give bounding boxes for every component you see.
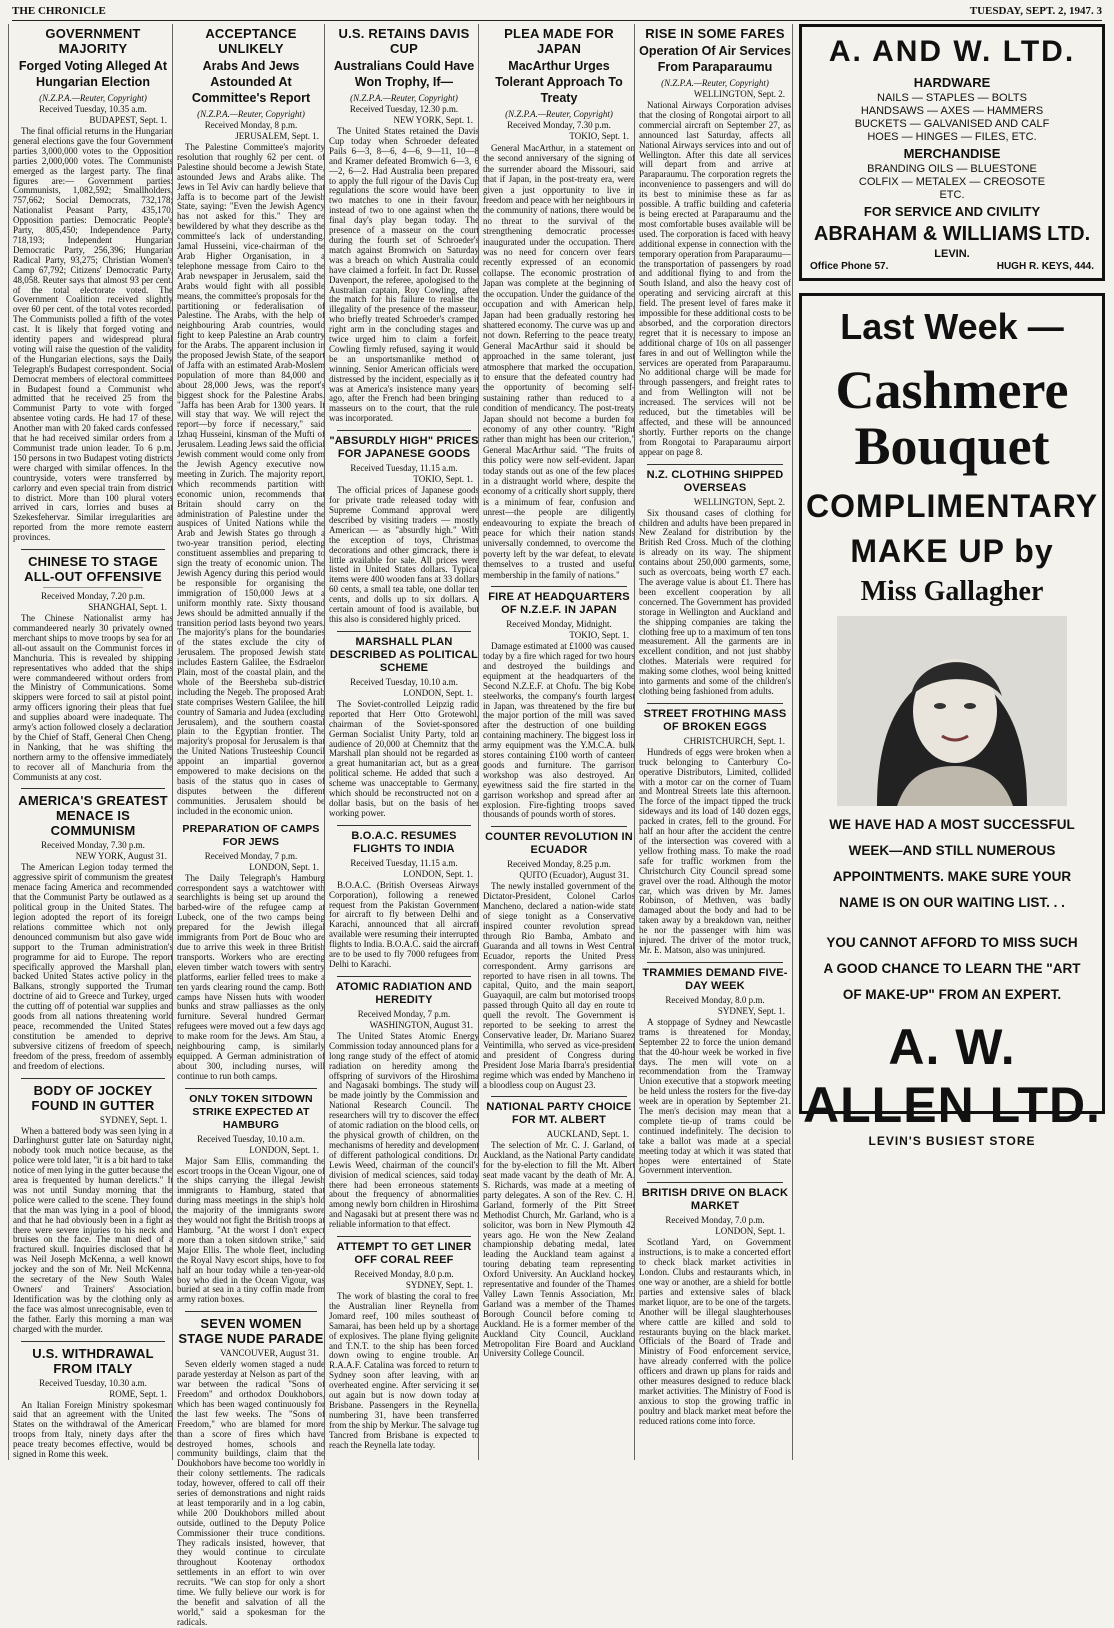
received-time: Received Monday, 8.0 p.m. (665, 994, 765, 1005)
dateline: WELLINGTON, Sept. 2. (693, 89, 785, 99)
article-body: Seven elderly women staged a nude parade yesterday at Nelson as part of the war between the radical "Sons of Freedom" and orthodox Doukhobors, which has been waged continuously for the last few weeks. The "Sons of Freedom," who are blamed for more than a score of fires which have destroyed homes, schools and community buildings, claim that the Doukhobors have become too worldly in their colony settlements. The radicals today, however, offered to call off their series of demonstrations and night raids at least temporarily and in a log cabin, while 200 Doukhobors milled about outside, outlined to the Deputy Police Commissioner their truce conditions. They radicals insisted, however, that they would continue to circulate throughout Kootenay orthodox settlements in an effort to win over recruits. "We can stop for only a short time. We fully believe our work is for the benefit and salvation of all the world," said a spokesman for the radicals. (177, 1359, 325, 1627)
dateline: LONDON, Sept. 1. (249, 861, 319, 872)
dateline: ROME, Sept. 1. (109, 1388, 167, 1399)
column-3 (324, 24, 479, 1460)
dateline: NEW YORK, August 31. (75, 851, 167, 862)
headline: SEVEN WOMEN STAGE NUDE PARADE (178, 1316, 324, 1347)
article-body: Six thousand cases of clothing for children and adults have been prepared in New Zealand for distribution by the British Red Cross. Much of the clothing is already on its way. The shipment contains about 250,000 garments, some, such as overcoats, being worth £7 each. The average value is about £1. There has been excellent cooperation by all concerned. The Government has provided storage in Wellington and Auckland and the shipping companies are taking the clothing free up to a maximum of ten tons measurement. All the garments are in excellent condition, and not just shabby clothes. Materials were required for making some clothes, wool being knitted into garments and some of the children's clothing being fashioned from adults. (639, 507, 791, 696)
headline: PLEA MADE FOR JAPAN (504, 26, 614, 56)
headline: B.O.A.C. RESUMES FLIGHTS TO INDIA (351, 829, 457, 855)
ad-complimentary: COMPLIMENTARY (805, 488, 1099, 524)
article-camps (177, 823, 325, 1082)
ad-abraham-williams (799, 24, 1105, 281)
article-boac-flights (329, 830, 479, 970)
article-nude-parade (177, 1316, 325, 1627)
headline: AMERICA'S GREATEST MENACE IS COMMUNISM (18, 793, 168, 839)
received-time: Received Tuesday, 10.10 a.m. (350, 676, 458, 687)
ad-line: HANDSAWS — AXES — HAMMERS (860, 105, 1044, 117)
article-body: The selection of Mr. C. J. Garland, of Auckland, as the National Party candidate for the by-election to fill the Mt. Albert seat made vacant by the death of Mr. A. S. Richards, was made at a meeting of party delegates. A son of the Rev. C. H. Garland, formerly of the Pitt Street Methodist Church, Mr. Garland, who is a solicitor, was born in New Plymouth 42 years ago. He won the New Zealand championship debating medal, later leading the Auckland team against a touring debating team representing Oxford University. An Auckland hockey representative and founder of the Thames Valley Lawn Tennis Association, Mr. Garland was a member of the Thames Borough Council before coming to Auckland. He is a former member of the Auckland City Council, Auckland Metropolitan Fire Board and Auckland University College Council. (483, 1140, 635, 1359)
divider (491, 826, 627, 827)
article-americas-menace (13, 793, 173, 1071)
divider (647, 1182, 783, 1183)
article-body: The work of blasting the coral to free the Australian liner Reynella from Jomard reef, 100 miles southeast of Samarai, has been held up by a shortage of explosives. The plane flying gelignite and T.N.T. to the ship has been forced down owing to engine trouble. An R.A.A.F. Catalina was forced to return to Sydney soon after leaving, with an overheated engine. After servicing it set out again but is now down today at Brisbane. Passengers in the Reynella, numbering 31, have been transferred from the ship by Merkur. The salvage tug Tancred from Brisbane is expected to reach the Reynella late today. (329, 1291, 479, 1450)
ad-line: COLFIX — METALEX — CREOSOTE (858, 176, 1046, 188)
ad-make-up-by: MAKE UP by (850, 533, 1054, 569)
article-black-market (639, 1187, 791, 1426)
received-time: Received Tuesday, 11.15 a.m. (350, 463, 458, 474)
ad-line: BRANDING OILS — BLUESTONE (867, 163, 1037, 175)
article-jockey (13, 1083, 173, 1335)
article-body: The Daily Telegraph's Hamburg correspondent says a watchtower with searchlights is being set up around the barbed-wire of the refugee camp at Lubeck, one of the two camps being prepared for the Jewish illegal immigrants from Port de Bouc who are due to arrive this week in three British transports. Workers who are erecting eleven timber watch towers with sentry platforms, earlier felled trees to make a ten yards clearing round the camp. Both camps have Nissen huts with wooden bunks and straw palliasses as the only furniture. Several hundred German refugees were moved out a few days ago to make room for the Jews. Am Stau, a neighbouring camp, is similarly equipped. A German administration of about 300, including nurses, will continue to run both camps. (177, 872, 325, 1081)
headline: ACCEPTANCE UNLIKELY (205, 26, 297, 56)
byline: (N.Z.P.A.—Reuter, Copyright) (350, 93, 458, 103)
ad-brand: A. AND W. LTD. (828, 35, 1076, 68)
divider (337, 825, 471, 826)
received-time: Received Monday, 8.0 p.m. (354, 1269, 454, 1280)
article-body: The Palestine Committee's majority resolution that roughly 62 per cent. of Palestine should become a Jewish State, astounded Jews and Arabs alike. The Jews in Tel Aviv can hardly believe that Jaffa is to become part of the Jewish State, saying: "Even the Jewish Agency has not asked for this." They are bewildered by what they describe as the committee's lack of understanding. Jamal Husseini, vice-chairman of the Arab Higher Organisation, in a telephone message from Cairo to the Arab newspaper in Jerusalem, said the Arabs would fight with all possible means, the committee's proposals for the partitioning or federalisation of Palestine. The Arabs, with the help of neighbouring Arab countries, would fight to keep Palestine an Arab country for the Arabs. The apparent inclusion in the proposed Jewish State, of the seaport of Jaffa with an estimated Arab-Moslem population of more than 84,000 and about 28,000 Jews, was the report's biggest shock for the Palestine Arabs. "Jaffa has been Arab for 1300 years. It will stay that way. We will reject the report—by force if necessary," said Izhaq Husseini, kinsman of the Mufti of Jerusalem. Leading Jews said the official Jewish comment would come only from the Jewish Agency executive now meeting in Zurich. The majority report, which recommends partition with economic union, recommends that Britain should carry on the administration of Palestine under the auspices of United Nations while the Arab and Jewish States go through a two-year transition period, electing constituent assemblies and preparing to sign the treaty of economic union. The Jewish Agency during this period would be responsible for organising the immigration of 150,000 Jews at a uniform monthly rate. Sixty thousand Jews should be admitted annually if the transition period lasts beyond two years. The majority's plans for the boundaries of the states exclude the city of Jerusalem. The proposed Jewish state includes Eastern Galilee, the Esdraelon Plain, most of the coastal plain, and the whole of the Beersheba sub-district including the Negeb. The proposed Arab state comprises Western Galilee, the hill country of Samaria and Judea (excluding Jerusalem), and the southern coastal plain to the Egyptian frontier. The majority's proposal for Jerusalem is that the United Nations Trusteeship Council appoint an impartial governor empowered to make decisions on the basis of the status quo in cases of disputes between the different communities. Jerusalem should be included in the economic union. (177, 142, 325, 816)
column-2 (172, 24, 325, 1627)
article-sitdown-strike (177, 1093, 325, 1306)
subheadline: Forged Voting Alleged At Hungarian Election (18, 59, 168, 89)
ad-company: ABRAHAM & WILLIAMS LTD. (813, 223, 1091, 245)
dateline: TOKIO, Sept. 1. (569, 630, 629, 641)
dateline: AUCKLAND, Sept. 1. (546, 1129, 629, 1140)
ad-line: HOES — HINGES — FILES, ETC. (867, 131, 1037, 143)
ad-last-week: Last Week — (840, 306, 1064, 347)
divider (647, 464, 783, 465)
article-broken-eggs (639, 708, 791, 956)
article-davis-cup (329, 26, 479, 424)
ad-phone: Office Phone 57. (810, 261, 889, 272)
article-atomic-radiation (329, 981, 479, 1230)
divider (337, 976, 471, 977)
issue-date: TUESDAY, SEPT. 2, 1947. 3 (969, 5, 1102, 17)
article-body: Scotland Yard, on Government instructions, is to make a concerted effort to check black market activities in London. Clubs and restaurants which, in one way or another, are a shield for bottle parties and extensive sales of black market liquor, are to be one of the targets. Another will be illegal slaughterhouses where cattle are killed and sold to restaurants buying on the black market. Officials of the Board of Trade and Ministry of Food enforcement service, have already conferred with the police officers and drawn up plans for raids and other measures designed to reduce black market activities. The Ministry of Food is anxious to stop the growing traffic in poultry and black market meat before the reduced rations come into force. (639, 1237, 791, 1426)
subheadline: Operation Of Air Services From Paraparaumu (639, 44, 791, 74)
article-body: A stoppage of Sydney and Newcastle trams is threatened for Monday, September 22 to force the union demand that the 40-hour week be worked in five days. The men will vote on a recommendation from the Tramway Union executive that a stopwork meeting be held unless the rosters for the five-day week are in operation by September 21. The men's decision may mean that a complete tie-up of trams could be continued indefinitely. The decision to take a ballot was made at a special meeting today at which it was stated that hopes were entertained of State Government intervention. (639, 1016, 791, 1176)
received-time: Received Monday, 7.30 p.m. (507, 120, 611, 130)
divider (185, 1311, 317, 1312)
dateline: CHRISTCHURCH, Sept. 1. (683, 735, 785, 746)
column-ads (792, 24, 1105, 1460)
ad-cashmere: Cashmere (835, 360, 1069, 420)
received-time: Received Tuesday, 12.30 p.m. (349, 104, 459, 114)
divider (491, 586, 627, 587)
received-time: Received Tuesday, 10.30 a.m. (39, 1377, 147, 1388)
masthead (12, 4, 1102, 21)
ad-miss-gallagher: Miss Gallagher (860, 576, 1044, 607)
dateline: SYDNEY, Sept. 1. (717, 1005, 785, 1016)
byline: (N.Z.P.A.—Reuter, Copyright) (197, 109, 305, 119)
headline: U.S. RETAINS DAVIS CUP (338, 26, 470, 56)
ad-message-1: WE HAVE HAD A MOST SUCCESSFUL WEEK—AND STILL NUMEROUS APPOINTMENTS. MAKE SURE YOUR NAME IS ON OUR WAITING LIST. . . (829, 817, 1075, 910)
divider (21, 1341, 165, 1342)
ad-footer (810, 261, 1094, 272)
article-body: Damage estimated at £1000 was caused today by a fire which raged for two hours and destroyed the buildings and equipment at the headquarters of the Second N.Z.E.F. at Chofu. The big Kobe steelworks, the company's fourth largest in Japan, was threatened by the fire but the major portion of the mill was saved after the destruction of one building containing machinery. The biggest loss in army equipment was the Y.M.C.A. bulk stores containing £100 worth of canteen goods and furniture. The garrison workshop was also destroyed. An eyewitness said the fire started in the garrison workshop and spread after an explosion. Fire-fighting troops saved thousands of pounds worth of stores. (483, 641, 635, 820)
ad-line: ETC. (939, 189, 965, 201)
column-1 (8, 24, 173, 1460)
headline: FIRE AT HEADQUARTERS OF N.Z.E.F. IN JAPAN (488, 591, 630, 617)
article-body: The United States Atomic Energy Commission today announced plans for a long range study of the effect of atomic radiation on heredity among the offspring of survivors of the Hiroshima and Nagasaki bombings. The study will be made jointly by the Commission and National Research Council. The researchers will try to discover the effect of atomic radiation on the blood cells, on the physical growth of children, on the mechanisms of heredity and development of different pathological conditions. Dr. Lewis Weed, chairman of the council's division of medical sciences, said today there had been erroneous statements about the frequency of abnormalities among newly born children in Hiroshima and Nagasaki but at present there was no reliable information to that effect. (329, 1030, 479, 1230)
ad-store-name: A. W. ALLEN LTD. (803, 1019, 1101, 1133)
received-time: Received Tuesday, 10.10 a.m. (197, 1133, 305, 1144)
article-acceptance-unlikely (177, 26, 325, 817)
ad-aw-allen (799, 293, 1105, 1148)
headline: CHINESE TO STAGE ALL-OUT OFFENSIVE (24, 554, 162, 585)
divider (491, 1096, 627, 1097)
portrait-photo (837, 616, 1067, 806)
byline: (N.Z.P.A.—Reuter, Copyright) (39, 93, 147, 103)
dateline: LONDON, Sept. 1. (403, 687, 473, 698)
article-marshall-plan (329, 636, 479, 819)
article-body: An Italian Foreign Ministry spokesman said that an agreement with the United States on the withdrawal of the American troops from Italy, ninety days after the peace treaty becomes effective, would be signed in Rome this week. (13, 1399, 173, 1460)
dateline: SYDNEY, Sept. 1. (405, 1280, 473, 1291)
column-4 (478, 24, 635, 1460)
article-us-withdrawal (13, 1346, 173, 1460)
article-body: The American Legion today termed the aggressive spirit of communism the greatest menace facing America and recommended that the Communist Party be outlawed as a political group in the United States. The legion adopted the report of its foreign relations committee which not only denounced communism but also gave wide support to the Truman administration's programme for aid to Europe. The report specifically approved the Marshall plan, backed United States active policy in the Balkans, strongly supported the Truman doctrine of aid to Greece and Turkey, urged the cutting off of potential war supplies and goods from all nations threatening world peace, recommended the United States' constitution be amended to deprive subversive citizens of freedom of speech, freedom of the press, freedom of assembly and freedom of elections. (13, 862, 173, 1071)
divider (21, 1078, 165, 1079)
subheadline: Arabs And Jews Astounded At Committee's Report (191, 59, 311, 105)
received-time: Received Monday, Midnight. (506, 619, 612, 630)
article-body: General MacArthur, in a statement on the second anniversary of the signing of the surrender aboard the Missouri, said that if Japan, in the post-treaty era, were given a just opportunity to live in freedom and peace with her neighbours in the community of nations, there would be no threat to the survival of the strengthening democratic processes inaugurated under the occupation. There was no need for concern over fears recently expressed of an economic collapse. The economic prostration of Japan was complete at the beginning of the occupation. Under the guidance of the occupation and with American help, Japan had been gradually restoring her shattered economy. The curve was up and not down. Referring to the peace treaty, General MacArthur said it should be approached in the same tolerant, just atmosphere that marked the occupation, to ensure that the defeated country had the opportunity of becoming self-sustaining rather than reduced to a condition of mendicancy. The post-treaty Japan should not become a burden for economy of any other country. "Right rather than might has been our criterion," General MacArthur said. "The fruits of this policy were now self-evident. Japan today stands out as one of the few places in a distraught world where, despite the economy of a critically short supply, there is a minimum of fear, confusion and unrest—the people are diligently endeavouring to expiate the breach of peace for which their nation stands universally condemned, to overcome the poverty left by the war defeat, to elevate themselves to a trusted and useful membership in the family of nations." (483, 143, 635, 580)
article-body: The official prices of Japanese goods for private trade released today with Supreme Command approval were described by visiting traders — mostly American — as "absurdly high." With the exception of toys, Christmas decorations and other gimcrack, there is little available for sale. All prices were listed in United States dollars. Typical items were 400 wooden fans at 33 dollars 60 cents, a small tea table, one dollar ten cents, and dolls up to six dollars. A certain amount of food is available, but this also is considered highly priced. (329, 485, 479, 624)
column-5 (634, 24, 791, 1460)
received-time: Received Monday, 7.30 p.m. (41, 840, 145, 851)
dateline: SHANGHAI, Sept. 1. (88, 602, 167, 613)
ad-slogan: FOR SERVICE AND CIVILITY (863, 204, 1041, 219)
headline: ATOMIC RADIATION AND HEREDITY (335, 980, 473, 1006)
article-body: The newly installed government of the Dictator-President, Colonel Carlos Mancheno, declared a nation-wide state of siege tonight as a Conservative inspired counter revolution spread through Rio Bamba, Ambato and Guaranda and all towns in West Central Ecuador, reports the United Press correspondent. Army garrisons are reported to have risen in all towns. The capital, Quito, and the main seaport, Guayaquil, are calm but motorised troops passed through Quito all day en route to quell the revolt. The Government is reported to be seeking to arrest the Conservative leader, Dr. Mariano Suarez Veintimilla, who served as vice-president and president of Congress during President Jose Maria Ibarra's presidential regime which was ended by Mancheno in a bloodless coup on August 23. (483, 881, 635, 1090)
headline: N.Z. CLOTHING SHIPPED OVERSEAS (646, 468, 784, 494)
divider (21, 549, 165, 550)
article-body: The Soviet-controlled Leipzig radio reported that Herr Otto Grotewohl, chairman of the Soviet-sponsored German Socialist Unity Party, told an audience of 20,000 at Chemnitz that the Marshall plan should not be regarded as a great humanitarian act, but as a great political scheme. He added that such a scheme was unacceptable to Germany, which should be reconstructed not on a dollar basis, but on the basis of her working power. (329, 698, 479, 818)
received-time: Received Tuesday, 10.35 a.m. (39, 104, 147, 114)
divider (185, 1088, 317, 1089)
dateline: NEW YORK, Sept. 1. (393, 115, 473, 125)
headline: GOVERNMENT MAJORITY (45, 26, 141, 56)
headline: COUNTER REVOLUTION IN ECUADOR (485, 831, 633, 857)
article-body: The Chinese Nationalist army has commandeered nearly 30 privately owned merchant ships to move troops by sea for an all-out assault on the Communist forces in Manchuria. This is revealed by shipping representatives who added that the ships were commandeered without orders from the Ministry of Communications. Some skippers were forced to sail at pistol point, army officers ignoring their pleas that fuel and supplies aboard were inadequate. The army's action followed closely a declaration by the Chief of Staff, General Chen Cheng, in Nanking, that he was shifting the northern army to the offensive immediately to recover all of Manchuria from the Communists at any cost. (13, 613, 173, 782)
received-time: Received Monday, 8.25 p.m. (507, 859, 611, 870)
article-body: B.O.A.C. (British Overseas Airways Corporation), following a renewed request from the Pakistan Government for aircraft to fly between Delhi and Karachi, announced that all aircraft available were resuming their interrupted flights to India. B.O.A.C. said the aircraft are to be used to fly 7000 refugees from Delhi to Karachi. (329, 879, 479, 969)
divider (647, 703, 783, 704)
article-ecuador (483, 831, 635, 1090)
headline: BODY OF JOCKEY FOUND IN GUTTER (31, 1082, 155, 1113)
dateline: JERUSALEM, Sept. 1. (235, 131, 319, 141)
byline: (N.Z.P.A.—Reuter, Copyright) (661, 78, 769, 88)
ad-line: NAILS — STAPLES — BOLTS (877, 92, 1027, 104)
ad-town: LEVIN. (934, 248, 970, 260)
ad-manager: HUGH R. KEYS, 444. (996, 261, 1094, 272)
ad-line: BUCKETS — GALVANISED AND CALF (854, 118, 1050, 130)
article-mt-albert (483, 1101, 635, 1359)
headline: U.S. WITHDRAWAL FROM ITALY (32, 1345, 154, 1376)
headline: RISE IN SOME FARES (645, 26, 785, 41)
article-nz-clothing (639, 469, 791, 697)
article-chinese-offensive (13, 554, 173, 782)
dateline: BUDAPEST, Sept. 1. (89, 115, 167, 125)
dateline: WELLINGTON, Sept. 2. (693, 496, 785, 507)
headline: BRITISH DRIVE ON BLACK MARKET (641, 1187, 789, 1213)
article-government-majority (13, 26, 173, 543)
dateline: SYDNEY, Sept. 1. (99, 1114, 167, 1125)
headline: NATIONAL PARTY CHOICE FOR MT. ALBERT (486, 1101, 632, 1127)
divider (21, 788, 165, 789)
article-absurd-prices (329, 435, 479, 625)
byline: (N.Z.P.A.—Reuter, Copyright) (505, 109, 613, 119)
article-body: National Airways Corporation advises that the closing of Rongotai airport to all commercial aircraft on September 27, as announced last Saturday, affects all National Airways services into and out of Wellington. After this date all services will depart from and arrive at Paraparaumu. The corporation regrets the inconvenience to passengers and will do its best to minimise these as far as possible. A traffic building and cafeteria is being erected at Paraparaumu and the most comfortable buses available will be used. The corporation is faced with heavy additional expense in connection with the temporary operation from Paraparaumu—the transportation of passengers by road and additional flying to and from the South Island, and also the heavy cost of operating and servicing aircraft at this field. The present level of fares make it impossible for these additional costs to be absorbed, and the corporation directors regret that it is necessary to impose an additional charge of 10s on all passenger fares in and out of Wellington while the services are operated from Paraparaumu. No additional charge will be made for through passengers, and freight rates to and from Wellington will not be increased. The services will not be reduced, but the timetables will be affected, and these will be announced shortly. Further reports on the change from Rongotai to Paraparaumu airport appear on page 8. (639, 100, 791, 457)
article-liner-reef (329, 1241, 479, 1451)
article-rise-in-fares (639, 26, 791, 458)
received-time: Received Monday, 8 p.m. (204, 120, 298, 130)
article-nzef-fire (483, 591, 635, 820)
divider (647, 962, 783, 963)
headline: STREET FROTHING MASS OF BROKEN EGGS (643, 707, 787, 733)
headline: "ABSURDLY HIGH" PRICES FOR JAPANESE GOODS (329, 435, 479, 461)
paper-name: THE CHRONICLE (12, 5, 106, 17)
article-body: When a battered body was seen lying in a Darlinghurst gutter late on Saturday night, nobody took much notice because, as the police were told later, "it is a bit hard to take notice of men lying in the gutter because the area is frequented by human derelicts." It was not until Sunday morning that the police were called to the scene. They found that the man was lying in a pool of blood, and that he had obviously been in a fight as there were severe injuries to his neck and bruises on the face. The man died of a fractured skull. Inquiries disclosed that he was Neil Joseph McKenna, a well known jockey and the son of Mr. Neil McKenna, the secretary of the New South Wales Owners' and Trainers' Association. Identification was by the clothing only as the face was almost unrecognisable, even to the father. Early this morning a man was charged with the murder. (13, 1125, 174, 1334)
headline: MARSHALL PLAN DESCRIBED AS POLITICAL SCHEME (329, 635, 479, 674)
received-time: Received Monday, 7.20 p.m. (41, 591, 145, 602)
dateline: TOKIO, Sept. 1. (413, 474, 473, 485)
received-time: Received Monday, 7 p.m. (204, 850, 298, 861)
subheadline: MacArthur Urges Tolerant Approach To Treaty (495, 59, 623, 105)
article-plea-for-japan (483, 26, 635, 580)
divider (337, 631, 471, 632)
subheadline: Australians Could Have Won Trophy, If— (333, 59, 475, 89)
ad-section-title: MERCHANDISE (903, 146, 1001, 161)
article-trammies (639, 967, 791, 1177)
divider (337, 1236, 471, 1237)
ad-bouquet: Bouquet (854, 416, 1050, 476)
divider (337, 430, 471, 431)
dateline: LONDON, Sept. 1. (249, 1144, 319, 1155)
dateline: WASHINGTON, August 31. (369, 1019, 473, 1030)
headline: ATTEMPT TO GET LINER OFF CORAL REEF (336, 1241, 472, 1267)
ad-message-2: YOU CANNOT AFFORD TO MISS SUCH A GOOD CHANCE TO LEARN THE "ART OF MAKE-UP" FROM AN EXPERT. (823, 935, 1081, 1002)
headline: ONLY TOKEN SITDOWN STRIKE EXPECTED AT HAMBURG (189, 1092, 313, 1131)
divider (43, 587, 143, 588)
received-time: Received Tuesday, 11.15 a.m. (350, 857, 458, 868)
dateline: LONDON, Sept. 1. (715, 1226, 785, 1237)
dateline: TOKIO, Sept. 1. (569, 131, 629, 141)
article-body: Major Sam Ellis, commanding the escort troops in the Ocean Vigour, one of the ships carrying the illegal Jewish immigrants to Hamburg, stated that during mass meetings in the ship's hold the majority of the immigrants swore they would not fight the British troops at Hamburg. "At the worst I don't expect more than a token sitdown strike," said Major Ellis. The whole fleet, including the Royal Navy escort ships, hove to for half an hour today while a ten-year-old boy who died in the Ocean Vigour, was buried at sea in a tiny coffin made from army ration boxes. (177, 1155, 325, 1305)
ad-tagline: LEVIN'S BUSIEST STORE (868, 1134, 1036, 1148)
headline: PREPARATION OF CAMPS FOR JEWS (182, 822, 320, 848)
dateline: QUITO (Ecuador), August 31. (519, 870, 629, 881)
dateline: VANCOUVER, August 31. (220, 1348, 319, 1359)
article-body: Hundreds of eggs were broken when a truck belonging to Canterbury Co-operative Distributors, Limited, collided with a motor car on the corner of Tuam and Montreal Streets late this afternoon. The force of the impact tipped the truck sideways and its load of 140 dozen eggs, packed in crates, fell to the ground. For half an hour after the accident the centre of the intersection was covered with a yellow frothing mass. To make the road safe for traffic workmen from the Christchurch City Council spread some gravel over the road. Although the motor car, which was driven by Mr. James Robinson, of Methven, was badly damaged about the body and had to be taken away by a breakdown van, neither he nor the passenger with him was injured. The driver of the motor truck, Mr. E. Matson, also was uninjured. (639, 746, 791, 955)
article-body: The final official returns in the Hungarian general elections gave the four Government parties 3,000,000 votes to the Opposition parties 2,000,000 votes. The Communists emerged as the largest party. The final figures are:— Government parties: Communists, 1,082,592; Smallholders, 757,662; Social Democrats, 732,178; Nationalist Peasant Party, 435,170. Opposition parties: Democratic People's Party, 805,450; Independence Party, 718,193; Independent Hungarian Democratic Party, 256,396; Hungarian Radical Party, 93,275; Christian Women's Camp 67,792; Citizens' Democratic Party, 48,058. Reuter says that almost 93 per cent. of the total electorate voted. The Government Coalition received slightly over 60 per cent. of the total votes recorded. The Communists polled a fifth of the votes cast. It is likely that forged voting and identity papers and widespread plural voting will raise the question of the validity of the Hungarian elections, says the Daily Telegraph's Budapest correspondent. Social Democrat members of electoral committees in Budapest found a Communist who admitted that he received 25 from the Communist Party to vote with forged absentee voting cards. He had 17 of these. Another man with 20 faked cards confessed that he had received similar orders from a Communist trade union leader. To 6 p.m. 150 persons in two Budapest voting districts were charged with similar offences. In the countryside, voters were transferred by carlorry and even special train from district to district. More than 100 plural voters arrived in cars, lorries and buses at Szekesfehervar. Similar irregularities are reported from the more remote eastern provinces. (13, 126, 173, 543)
received-time: Received Monday, 7 p.m. (357, 1008, 451, 1019)
article-body: The United States retained the Davis Cup today when Schroeder defeated Pails 6—3, 8—6, 4—6, 9—11, 10—8 and Kramer defeated Bromwich 6—3, 6—2, 6—2. Had Australia been prepared to apply the full rigour of the Davis Cup regulations the score would have been two matches to one in their favour, instead of two to one against when the final day's play began today. The presence of a masseur on the court during the fourth set of Schroeder's match against Bromwich on Saturday was a breach on which Australia could have claimed a forfeit. In fact Dr. Russel Davenport, the referee, apologised to the Australian captain, Roy Cowling, after the match for his failure to realise the illegality of the presence of the masseur, who briefly treated Schroeder's cramped right arm in the concluding stages and twice urged him to claim a forfeit. Cowling firmly refused, saying it would be an unsportsmanlike method of winning. Senior American officials were distressed by the incident, especially as it was at America's insistence many years ago, after the French had been bringing masseurs on to the court, that the rule was incorporated. (329, 126, 479, 424)
dateline: LONDON, Sept. 1. (403, 868, 473, 879)
ad-section-title: HARDWARE (913, 75, 991, 90)
headline: TRAMMIES DEMAND FIVE-DAY WEEK (642, 966, 788, 992)
received-time: Received Monday, 7.0 p.m. (665, 1215, 765, 1226)
